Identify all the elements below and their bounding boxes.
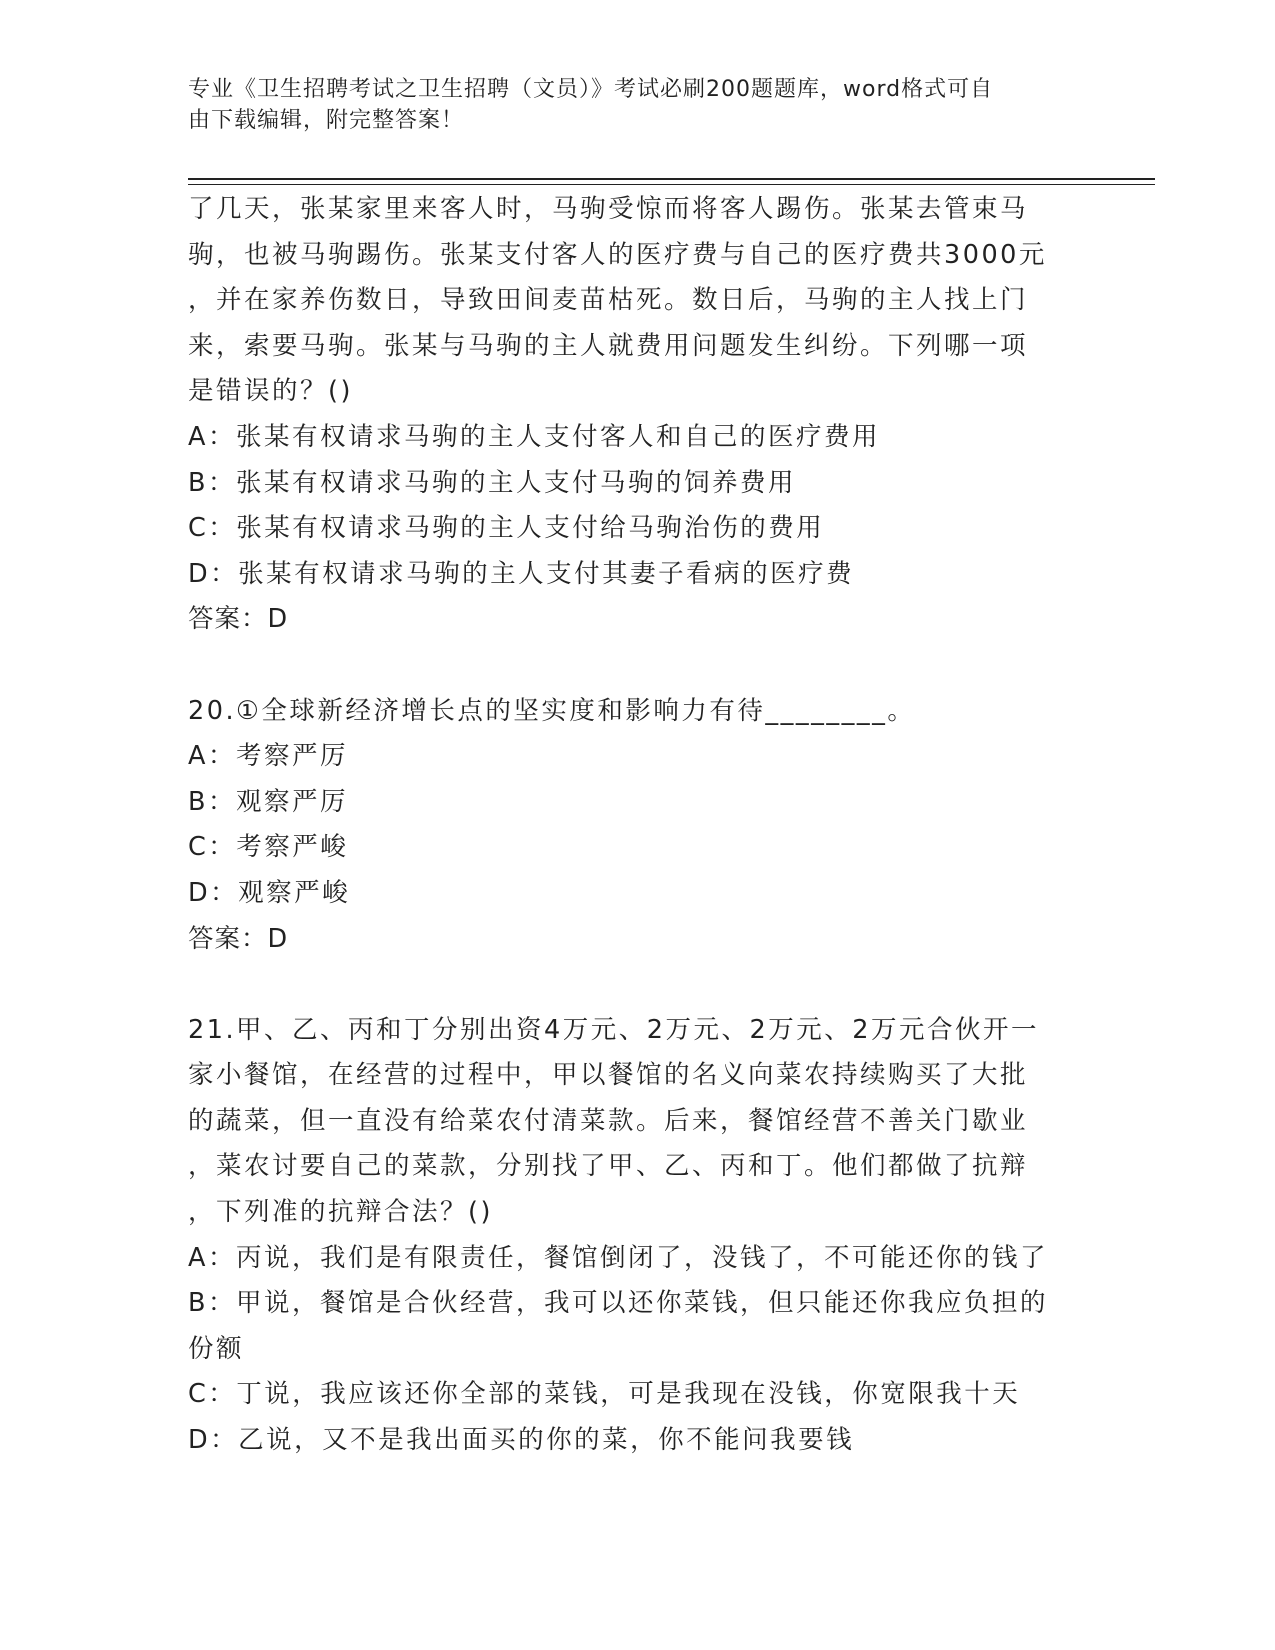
option-d: D：张某有权请求马驹的主人支付其妻子看病的医疗费 [188,558,855,589]
spacer [188,643,1093,689]
header-line-1: 专业《卫生招聘考试之卫生招聘（文员）》考试必刷200题题库，word格式可自 [188,77,994,102]
header-divider-thin [188,184,1155,185]
question-stem-line: 是错误的？() [188,376,353,407]
question-stem-line: ，下列准的抗辩合法？() [188,1197,493,1228]
question-20 [188,689,1093,963]
question-stem-line: ，并在家养伤数日，导致田间麦苗枯死。数日后，马驹的主人找上门 [188,285,1029,316]
header-divider-thick [188,178,1155,180]
option-c: C：考察严峻 [188,832,349,863]
question-stem-line: 了几天，张某家里来客人时，马驹受惊而将客人踢伤。张某去管束马 [188,194,1029,224]
question-stem-line: 家小餐馆，在经营的过程中，甲以餐馆的名义向菜农持续购买了大批 [188,1060,1029,1091]
answer-line: 答案：D [188,604,289,635]
option-b: B：甲说，餐馆是合伙经营，我可以还你菜钱，但只能还你我应负担的 [188,1288,1048,1319]
spacer [188,962,1093,1008]
question-content [188,187,1093,1464]
option-b: B：张某有权请求马驹的主人支付马驹的饲养费用 [188,467,796,498]
question-19 [188,187,1093,643]
option-b-continued: 份额 [188,1333,245,1364]
question-stem-line: 的蔬菜，但一直没有给菜农付清菜款。后来，餐馆经营不善关门歇业 [188,1105,1029,1136]
question-stem-line: ，菜农讨要自己的菜款，分别找了甲、乙、丙和丁。他们都做了抗辩 [188,1151,1029,1182]
question-stem-line: 驹，也被马驹踢伤。张某支付客人的医疗费与自己的医疗费共3000元 [188,239,1047,270]
option-d: D：乙说，又不是我出面买的你的菜，你不能问我要钱 [188,1425,855,1456]
option-d: D：观察严峻 [188,877,351,908]
question-stem-line: 20.①全球新经济增长点的坚实度和影响力有待________。 [188,695,916,726]
header-line-2: 由下载编辑，附完整答案！ [188,108,465,133]
document-header [188,74,1068,136]
answer-line: 答案：D [188,923,289,954]
option-c: C：丁说，我应该还你全部的菜钱，可是我现在没钱，你宽限我十天 [188,1379,1021,1410]
option-a: A：张某有权请求马驹的主人支付客人和自己的医疗费用 [188,421,880,452]
option-c: C：张某有权请求马驹的主人支付给马驹治伤的费用 [188,513,825,544]
option-a: A：考察严厉 [188,741,348,772]
question-stem-line: 21.甲、乙、丙和丁分别出资4万元、2万元、2万元、2万元合伙开一 [188,1014,1039,1045]
option-a: A：丙说，我们是有限责任，餐馆倒闭了，没钱了，不可能还你的钱了 [188,1242,1048,1273]
question-stem-line: 来，索要马驹。张某与马驹的主人就费用问题发生纠纷。下列哪一项 [188,330,1029,361]
question-21 [188,1008,1093,1464]
option-b: B：观察严厉 [188,786,348,817]
